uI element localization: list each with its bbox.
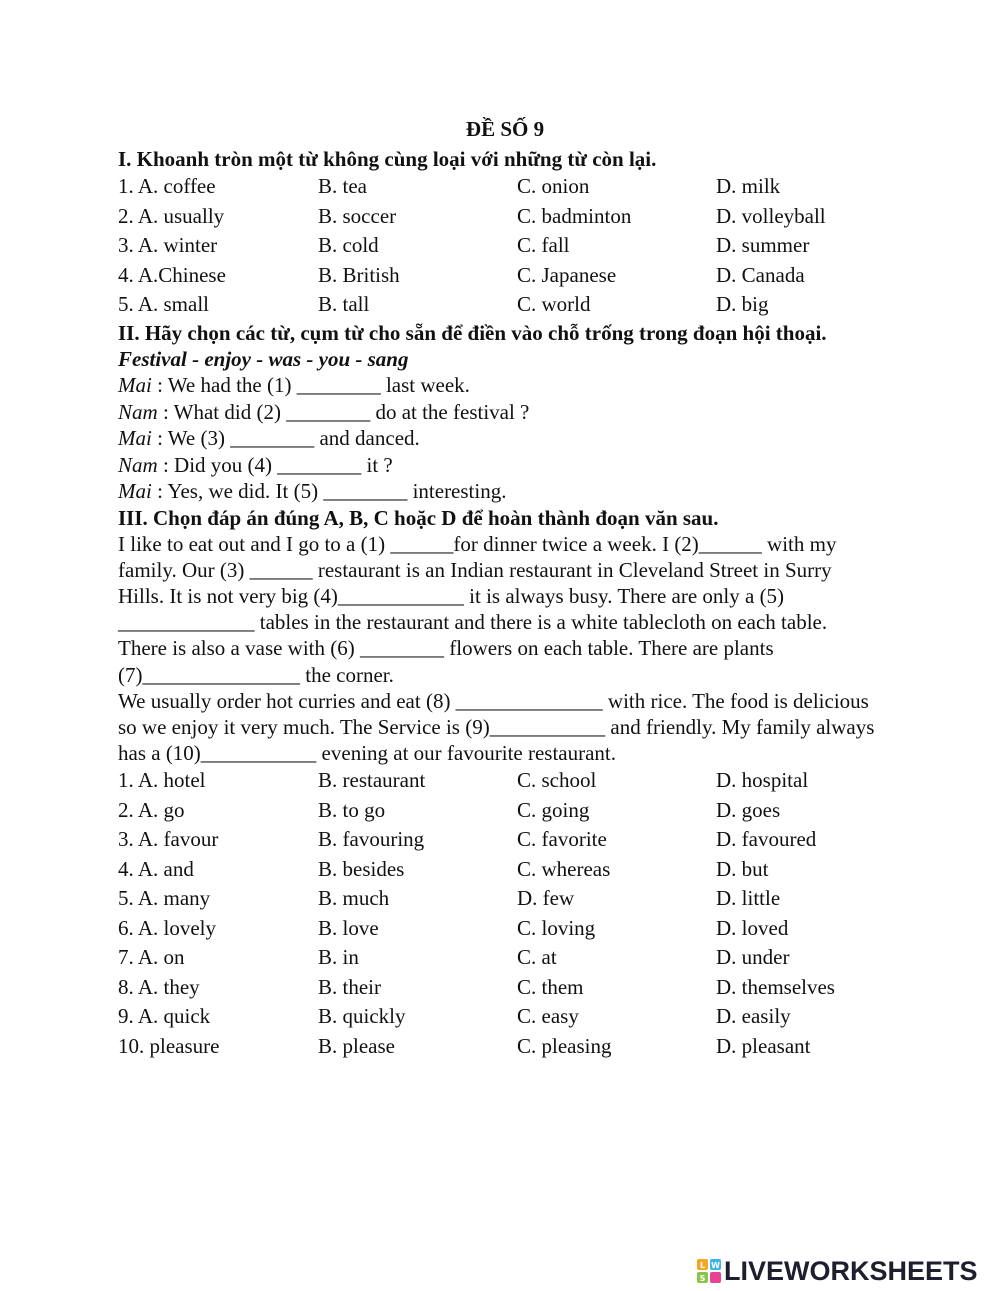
dialogue-line [118, 399, 878, 426]
option-d[interactable]: D. themselves [716, 974, 835, 999]
option-c[interactable]: C. going [517, 797, 590, 822]
dialogue-line [118, 372, 878, 399]
svg-text:S: S [699, 1274, 706, 1283]
option-a[interactable]: 5. A. small [118, 292, 210, 316]
dialogue-text: : Did you (4) ________ it ? [157, 452, 393, 477]
option-c[interactable]: C. pleasing [517, 1033, 612, 1058]
option-a[interactable]: 5. A. many [118, 886, 211, 911]
option-c[interactable]: C. badminton [517, 203, 632, 228]
option-row [118, 202, 878, 232]
option-c[interactable]: C. school [517, 768, 597, 793]
liveworksheets-brand[interactable] [697, 1256, 978, 1286]
option-a[interactable]: 7. A. on [118, 945, 185, 970]
option-row [118, 231, 878, 261]
option-a[interactable]: 2. A. usually [118, 203, 225, 228]
speaker-name: Mai [118, 426, 152, 450]
option-c[interactable]: C. at [517, 945, 557, 970]
dialogue-line [118, 425, 878, 452]
option-b[interactable]: B. please [318, 1033, 395, 1058]
option-row [118, 943, 878, 973]
dialogue-line [118, 452, 878, 479]
option-b[interactable]: B. favouring [318, 827, 425, 852]
option-d[interactable]: D. Canada [716, 262, 805, 287]
option-b[interactable]: B. in [318, 945, 359, 970]
option-d[interactable]: D. volleyball [716, 203, 826, 228]
brand-name: LIVEWORKSHEETS [724, 1255, 978, 1286]
speaker-name: Nam [118, 452, 158, 477]
option-row [118, 884, 878, 914]
liveworksheets-logo-icon [697, 1259, 721, 1283]
option-row [118, 290, 878, 320]
option-b[interactable]: B. British [318, 262, 400, 287]
svg-text:W: W [711, 1261, 720, 1270]
dialogue-text: : We had the (1) ________ last week. [151, 373, 470, 397]
reading-paragraph-1: I like to eat out and I go to a (1) ______for dinner twice a week. I (2)______ with my family. Our (3) ______ restaurant is an Indian restaurant in Cleveland Street in Surry Hills. It is not very big (4)____________ it is always busy. There are only a (5) _____________ tables in the restaurant and there is a white tablecloth on each table. There is also a vase with (6) ________ flowers on each table. There are plants (7)_______________ the corner. [118, 531, 837, 687]
option-c[interactable]: C. whereas [517, 856, 611, 881]
option-c[interactable]: C. world [517, 292, 591, 316]
section-2 [118, 320, 878, 505]
option-c[interactable]: C. fall [517, 233, 570, 257]
option-b[interactable]: B. besides [318, 856, 405, 881]
option-d[interactable]: D. but [716, 856, 769, 881]
option-d[interactable]: D. pleasant [716, 1033, 811, 1058]
option-b[interactable]: B. tea [318, 174, 367, 198]
option-row [118, 1002, 878, 1032]
dialogue-line [118, 478, 878, 505]
option-d[interactable]: D. loved [716, 915, 789, 940]
section-2-heading: II. Hãy chọn các từ, cụm từ cho sẵn để điền vào chỗ trống trong đoạn hội thoại. [118, 320, 827, 345]
option-c[interactable]: C. loving [517, 915, 596, 940]
option-a[interactable]: 2. A. go [118, 797, 185, 822]
speaker-name: Mai [118, 373, 152, 397]
option-b[interactable]: B. to go [318, 797, 386, 822]
option-row [118, 796, 878, 826]
option-b[interactable]: B. quickly [318, 1004, 406, 1029]
option-b[interactable]: B. soccer [318, 203, 397, 228]
section-3 [118, 505, 878, 1062]
option-b[interactable]: B. cold [318, 233, 379, 257]
option-d[interactable]: D. goes [716, 797, 781, 822]
word-bank: Festival - enjoy - was - you - sang [118, 346, 409, 371]
option-a[interactable]: 4. A. and [118, 856, 194, 881]
reading-paragraph-2: We usually order hot curries and eat (8) ______________ with rice. The food is delicious so we enjoy it very much. The Service is (9)___________ and friendly. My family always has a (10)___________ evening at our favourite restaurant. [118, 688, 875, 766]
worksheet-page [118, 112, 878, 1061]
option-b[interactable]: B. restaurant [318, 768, 426, 793]
option-d[interactable]: D. summer [716, 233, 810, 257]
option-a[interactable]: 4. A.Chinese [118, 262, 226, 287]
option-row [118, 261, 878, 291]
option-c[interactable]: D. few [517, 886, 575, 911]
option-a[interactable]: 6. A. lovely [118, 915, 216, 940]
option-row [118, 766, 878, 796]
option-row [118, 914, 878, 944]
speaker-name: Mai [118, 479, 152, 503]
option-d[interactable]: D. big [716, 292, 769, 316]
section-3-heading: III. Chọn đáp án đúng A, B, C hoặc D để hoàn thành đoạn văn sau. [118, 505, 719, 530]
option-c[interactable]: C. them [517, 974, 584, 999]
option-a[interactable]: 1. A. hotel [118, 768, 206, 793]
option-b[interactable]: B. their [318, 974, 381, 999]
option-c[interactable]: C. easy [517, 1004, 579, 1029]
option-a[interactable]: 9. A. quick [118, 1004, 211, 1029]
option-c[interactable]: C. onion [517, 174, 590, 198]
section-1-options [118, 172, 878, 320]
option-a[interactable]: 3. A. winter [118, 233, 218, 257]
option-a[interactable]: 3. A. favour [118, 827, 219, 852]
option-d[interactable]: D. easily [716, 1004, 791, 1029]
section-1-heading: I. Khoanh tròn một từ không cùng loại với những từ còn lại. [118, 147, 657, 171]
option-row [118, 973, 878, 1003]
dialogue-text: : What did (2) ________ do at the festival ? [157, 399, 530, 424]
option-d[interactable]: D. hospital [716, 768, 809, 793]
option-d[interactable]: D. milk [716, 174, 781, 198]
dialogue-text: : Yes, we did. It (5) ________ interesting. [151, 479, 507, 503]
dialogue-text: : We (3) ________ and danced. [151, 426, 420, 450]
option-row [118, 855, 878, 885]
svg-text:L: L [699, 1261, 706, 1270]
option-a[interactable]: 10. pleasure [118, 1033, 220, 1058]
option-row [118, 825, 878, 855]
option-c[interactable]: C. favorite [517, 827, 607, 852]
option-row [118, 1032, 878, 1062]
option-b[interactable]: B. love [318, 915, 379, 940]
option-a[interactable]: 1. A. coffee [118, 174, 216, 198]
option-a[interactable]: 8. A. they [118, 974, 200, 999]
option-d[interactable]: D. favoured [716, 827, 817, 852]
option-b[interactable]: B. tall [318, 292, 370, 316]
option-c[interactable]: C. Japanese [517, 262, 617, 287]
option-d[interactable]: D. under [716, 945, 790, 970]
option-b[interactable]: B. much [318, 886, 390, 911]
section-1 [118, 146, 878, 320]
option-d[interactable]: D. little [716, 886, 781, 911]
speaker-name: Nam [118, 399, 158, 424]
section-3-options [118, 766, 878, 1061]
page-title: ĐỀ SỐ 9 [465, 117, 545, 141]
option-row [118, 172, 878, 202]
